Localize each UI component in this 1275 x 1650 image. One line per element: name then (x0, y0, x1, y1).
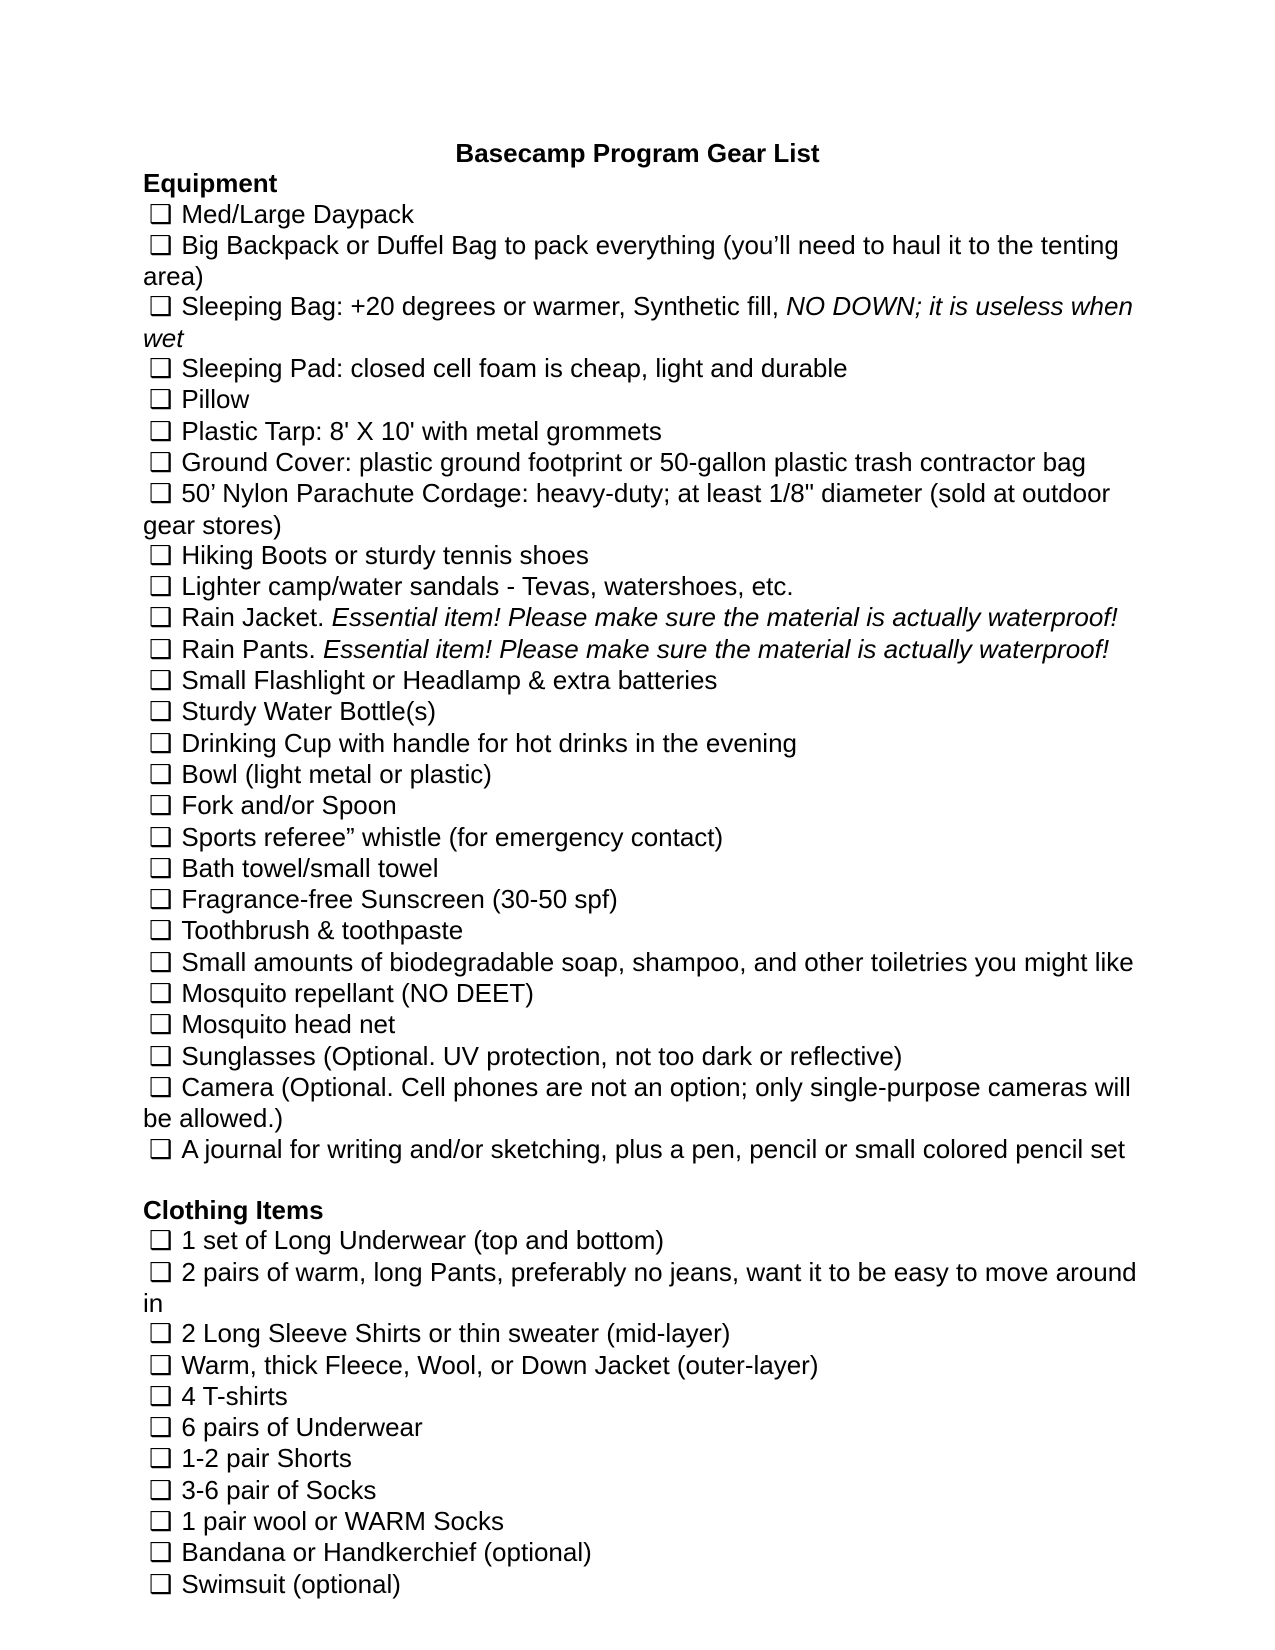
item-segment: Essential item! Please make sure the material is actually waterproof! (322, 633, 1110, 664)
item-segment: Swimsuit (optional) (181, 1568, 401, 1599)
checkbox-icon[interactable]: ❑ (149, 385, 173, 416)
checklist-item (143, 947, 1143, 978)
checklist-item (143, 1443, 1143, 1474)
item-segment: A journal for writing and/or sketching, plus a pen, pencil or small colored pencil set (181, 1133, 1126, 1164)
checklist-item (143, 1537, 1143, 1568)
item-text (143, 1257, 1137, 1318)
checklist-item (143, 790, 1143, 821)
item-segment: Big Backpack or Duffel Bag to pack everything (you’ll need to haul it to the tenting area) (143, 229, 1119, 292)
checkbox-icon[interactable]: ❑ (149, 572, 173, 603)
checklist-item (143, 291, 1143, 353)
item-text (181, 1134, 1125, 1164)
item-text (181, 1412, 422, 1442)
item-text (181, 199, 414, 229)
checklist-item (143, 1475, 1143, 1506)
item-segment: Camera (Optional. Cell phones are not an option; only single-purpose cameras will be allowed.) (143, 1071, 1131, 1134)
checklist-item (143, 728, 1143, 759)
item-text (181, 978, 534, 1008)
item-segment: Toothbrush & toothpaste (181, 915, 464, 946)
item-segment: 6 pairs of Underwear (181, 1412, 423, 1443)
checklist-item (143, 447, 1143, 478)
checklist-item (143, 1009, 1143, 1040)
checklist-item (143, 571, 1143, 602)
checklist (143, 199, 1143, 1165)
checkbox-icon[interactable]: ❑ (149, 416, 173, 447)
checkbox-icon[interactable]: ❑ (149, 759, 173, 790)
item-segment: Mosquito head net (181, 1009, 396, 1040)
item-segment: Plastic Tarp: 8' X 10' with metal grommets (181, 415, 662, 446)
item-segment: Sunglasses (Optional. UV protection, not too dark or reflective) (181, 1040, 903, 1071)
item-segment: Warm, thick Fleece, Wool, or Down Jacket (outer-layer) (181, 1349, 819, 1380)
item-segment: Sports referee” whistle (for emergency contact) (181, 821, 724, 852)
item-segment: Rain Jacket. (181, 602, 332, 633)
section-heading: Equipment (143, 168, 278, 199)
item-segment: 2 Long Sleeve Shirts or thin sweater (mid-layer) (181, 1318, 731, 1349)
item-segment: Lighter camp/water sandals - Tevas, watershoes, etc. (181, 571, 794, 602)
checklist-item (143, 822, 1143, 853)
checkbox-icon[interactable]: ❑ (149, 634, 173, 665)
checklist-item (143, 884, 1143, 915)
item-segment: 1 pair wool or WARM Socks (181, 1506, 504, 1537)
item-text (181, 1537, 591, 1567)
checkbox-icon[interactable]: ❑ (149, 292, 173, 323)
section (143, 1195, 1143, 1600)
checkbox-icon[interactable]: ❑ (149, 1041, 173, 1072)
section (143, 168, 1143, 1165)
item-segment: Ground Cover: plastic ground footprint or 50-gallon plastic trash contractor bag (181, 446, 1087, 477)
item-segment: Small Flashlight or Headlamp & extra batteries (181, 665, 718, 696)
item-segment: Fork and/or Spoon (181, 790, 397, 821)
item-segment: 1-2 pair Shorts (181, 1443, 352, 1474)
item-segment: Sleeping Pad: closed cell foam is cheap, light and durable (181, 353, 848, 384)
item-text (143, 230, 1119, 291)
item-segment: Fragrance-free Sunscreen (30-50 spf) (181, 884, 618, 915)
checklist-item (143, 1257, 1143, 1319)
checklist-item (143, 540, 1143, 571)
item-text (181, 790, 396, 820)
item-segment: Mosquito repellant (NO DEET) (181, 978, 534, 1009)
checkbox-icon[interactable]: ❑ (149, 885, 173, 916)
item-text (181, 571, 793, 601)
checkbox-icon[interactable]: ❑ (149, 1319, 173, 1350)
checkbox-icon[interactable]: ❑ (149, 1444, 173, 1475)
item-segment: Essential item! Please make sure the material is actually waterproof! (331, 602, 1118, 633)
item-text (181, 1381, 287, 1411)
item-text (181, 947, 1133, 977)
checkbox-icon[interactable]: ❑ (149, 728, 173, 759)
item-segment: Pillow (181, 384, 250, 415)
checklist-item (143, 1569, 1143, 1600)
checkbox-icon[interactable]: ❑ (149, 199, 173, 230)
checkbox-icon[interactable]: ❑ (149, 1413, 173, 1444)
item-text (143, 1072, 1131, 1133)
item-text (181, 1009, 395, 1039)
item-text (181, 540, 589, 570)
item-text (181, 1318, 730, 1348)
item-text (181, 822, 723, 852)
checkbox-icon[interactable]: ❑ (149, 979, 173, 1010)
checkbox-icon[interactable]: ❑ (149, 1538, 173, 1569)
checkbox-icon[interactable]: ❑ (149, 853, 173, 884)
item-segment: NO DOWN; it is useless when wet (143, 291, 1133, 353)
checklist-item (143, 1412, 1143, 1443)
item-text (143, 291, 1133, 352)
item-segment: 50’ Nylon Parachute Cordage: heavy-duty; at least 1/8" diameter (sold at outdoor gear stores) (143, 478, 1111, 540)
checklist-item (143, 978, 1143, 1009)
checklist-item (143, 230, 1143, 292)
item-segment: Sleeping Bag: +20 degrees or warmer, Synthetic fill, (181, 291, 787, 322)
item-text (181, 853, 438, 883)
item-text (181, 1569, 401, 1599)
checklist-item (143, 1381, 1143, 1412)
checkbox-icon[interactable]: ❑ (149, 1507, 173, 1538)
item-segment: Bowl (light metal or plastic) (181, 758, 492, 789)
checkbox-icon[interactable]: ❑ (149, 1134, 173, 1165)
item-text (181, 1506, 504, 1536)
checklist-item (143, 384, 1143, 415)
checkbox-icon[interactable]: ❑ (149, 697, 173, 728)
checkbox-icon[interactable]: ❑ (149, 666, 173, 697)
item-text (181, 915, 463, 945)
checklist-item (143, 602, 1143, 633)
checkbox-icon[interactable]: ❑ (149, 947, 173, 978)
item-segment: 4 T-shirts (181, 1380, 288, 1411)
item-segment: Drinking Cup with handle for hot drinks in the evening (181, 727, 797, 758)
checkbox-icon[interactable]: ❑ (149, 1257, 173, 1288)
checkbox-icon[interactable]: ❑ (149, 916, 173, 947)
checkbox-icon[interactable]: ❑ (149, 230, 173, 261)
item-text (143, 478, 1110, 539)
item-text (181, 634, 1109, 664)
item-segment: Bath towel/small towel (181, 852, 439, 883)
item-segment: Small amounts of biodegradable soap, shampoo, and other toiletries you might like (181, 946, 1134, 977)
item-text (181, 1443, 352, 1473)
item-text (181, 353, 847, 383)
item-text (181, 447, 1086, 477)
item-text (181, 384, 249, 414)
checkbox-icon[interactable]: ❑ (149, 1350, 173, 1381)
item-segment: Rain Pants. (181, 633, 323, 664)
checklist-item (143, 353, 1143, 384)
blank-line (143, 1165, 1143, 1195)
checkbox-icon[interactable]: ❑ (149, 1475, 173, 1506)
checklist-item (143, 1072, 1143, 1134)
checklist-item (143, 853, 1143, 884)
checklist-item (143, 696, 1143, 727)
checklist-item (143, 634, 1143, 665)
checkbox-icon[interactable]: ❑ (149, 603, 173, 634)
checkbox-icon[interactable]: ❑ (149, 1072, 173, 1103)
checklist-item (143, 665, 1143, 696)
section-heading: Clothing Items (143, 1195, 324, 1226)
checkbox-icon[interactable]: ❑ (149, 1381, 173, 1412)
checkbox-icon[interactable]: ❑ (149, 1569, 173, 1600)
item-segment: 1 set of Long Underwear (top and bottom) (181, 1225, 665, 1256)
checkbox-icon[interactable]: ❑ (149, 540, 173, 571)
item-text (181, 696, 436, 726)
checklist-item (143, 759, 1143, 790)
checkbox-icon[interactable]: ❑ (149, 354, 173, 385)
item-text (181, 884, 617, 914)
document-title: Basecamp Program Gear List (455, 138, 820, 168)
item-text (181, 1041, 902, 1071)
checklist-item (143, 1506, 1143, 1537)
checkbox-icon[interactable]: ❑ (149, 447, 173, 478)
item-segment: Sturdy Water Bottle(s) (181, 696, 437, 727)
checklist-item (143, 199, 1143, 230)
item-text (181, 728, 797, 758)
item-text (181, 602, 1117, 632)
item-text (181, 416, 662, 446)
checklist-item (143, 416, 1143, 447)
checklist-item (143, 1350, 1143, 1381)
item-segment: Hiking Boots or sturdy tennis shoes (181, 539, 589, 570)
checklist-item (143, 1318, 1143, 1349)
item-text (181, 1475, 376, 1505)
item-text (181, 759, 492, 789)
checkbox-icon[interactable]: ❑ (149, 1226, 173, 1257)
checklist (143, 1225, 1143, 1600)
checklist-item (143, 1041, 1143, 1072)
checkbox-icon[interactable]: ❑ (149, 822, 173, 853)
item-segment: Bandana or Handkerchief (optional) (181, 1537, 592, 1568)
item-segment: 3-6 pair of Socks (181, 1474, 377, 1505)
checklist-item (143, 915, 1143, 946)
checklist-item (143, 1225, 1143, 1256)
checkbox-icon[interactable]: ❑ (149, 1010, 173, 1041)
item-text (181, 665, 717, 695)
checklist-item (143, 1134, 1143, 1165)
item-segment: 2 pairs of warm, long Pants, preferably no jeans, want it to be easy to move around in (143, 1256, 1137, 1318)
checkbox-icon[interactable]: ❑ (149, 479, 173, 510)
checkbox-icon[interactable]: ❑ (149, 791, 173, 822)
checklist-item (143, 478, 1143, 540)
item-text (181, 1225, 664, 1255)
sections (143, 168, 1143, 1600)
item-text (181, 1350, 818, 1380)
item-segment: Med/Large Daypack (181, 198, 414, 229)
